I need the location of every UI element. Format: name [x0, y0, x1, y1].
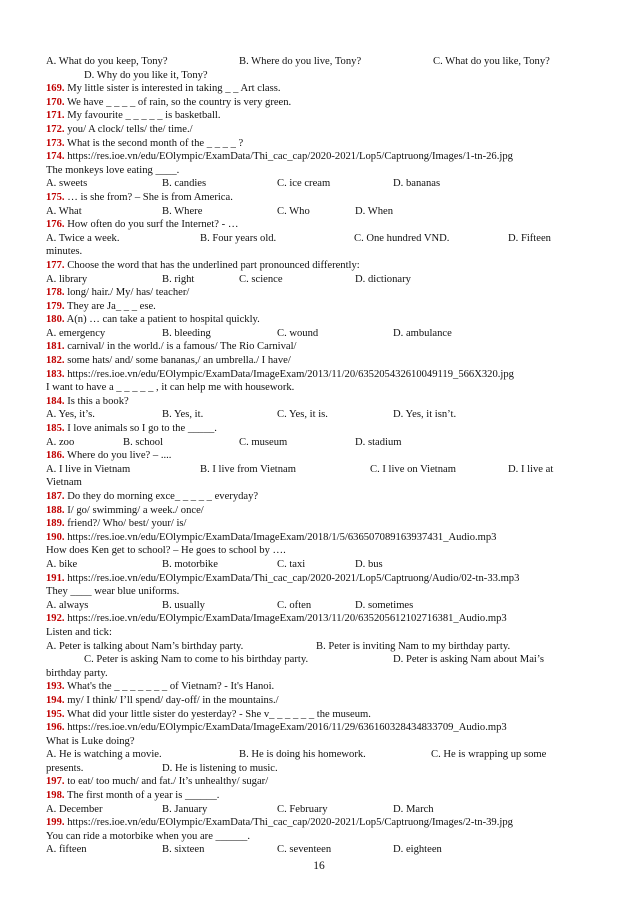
question-number: 195.	[46, 708, 65, 720]
question-number: 196.	[46, 722, 65, 734]
question-line	[46, 286, 594, 300]
answer-choice: C. Who	[277, 205, 310, 217]
answer-choices-row	[46, 55, 594, 69]
answer-choice: B. I live from Vietnam	[200, 463, 296, 475]
continuation-line	[46, 544, 594, 558]
answer-choice: B. candies	[162, 178, 207, 190]
question-text: https://res.ioe.vn/edu/EOlympic/ExamData/ImageExam/2013/11/20/635205432610049119_566X320.jpg	[64, 368, 514, 380]
answer-choice: B. right	[162, 273, 195, 285]
question-number: 174.	[46, 151, 65, 163]
question-line	[46, 109, 594, 123]
answer-choices-row	[46, 748, 594, 762]
answer-choice: A. I live in Vietnam	[46, 463, 131, 475]
question-line	[46, 218, 594, 232]
question-text: What's the _ _ _ _ _ _ _ of Vietnam? - It's Hanoi.	[64, 681, 275, 693]
answer-choice: B. He is doing his homework.	[239, 749, 366, 761]
answer-choice: D. ambulance	[393, 327, 452, 339]
answer-choices-row	[46, 762, 594, 776]
question-line	[46, 259, 594, 273]
question-text: Do they do morning exce_ _ _ _ _ everyday?	[64, 491, 259, 502]
answer-choice: A. Twice a week.	[46, 232, 120, 244]
question-text: Choose the word that has the underlined part pronounced differently:	[64, 259, 360, 271]
answer-choice: D. Peter is asking Nam about Mai’s	[393, 654, 544, 666]
question-number: 181.	[46, 341, 65, 353]
answer-choice: A. bike	[46, 558, 78, 570]
question-line	[46, 490, 594, 504]
question-number: 192.	[46, 613, 65, 625]
answer-choices-row	[46, 232, 594, 246]
answer-choices-row	[46, 599, 594, 613]
answer-choice: B. usually	[162, 599, 205, 611]
question-number: 170.	[46, 96, 65, 108]
question-number: 185.	[46, 423, 65, 435]
question-text: I want to have a _ _ _ _ _ , it can help me with housework.	[46, 382, 295, 394]
question-text: They are Ja_ _ _ ese.	[64, 300, 156, 312]
answer-choice: B. Four years old.	[200, 232, 277, 244]
question-line	[46, 137, 594, 151]
answer-choices-row	[46, 463, 594, 477]
question-line	[46, 708, 594, 722]
question-line	[46, 300, 594, 314]
answer-choice: A. Yes, it’s.	[46, 409, 95, 421]
question-number: 173.	[46, 137, 65, 149]
question-number: 171.	[46, 110, 65, 122]
question-number: 197.	[46, 776, 65, 788]
answer-choice: C. science	[239, 273, 283, 285]
answer-choice: D. eighteen	[393, 844, 442, 856]
continuation-line	[46, 164, 594, 178]
question-text: A(n) … can take a patient to hospital quickly.	[64, 314, 260, 326]
answer-choice: A. fifteen	[46, 844, 87, 856]
answer-choice: A. emergency	[46, 327, 106, 339]
answer-choice: A. What	[46, 205, 82, 217]
answer-choice: D. bananas	[393, 178, 441, 190]
question-number: 186.	[46, 450, 65, 462]
answer-choice: C. February	[277, 803, 328, 815]
question-line	[46, 504, 594, 518]
answer-choice: D. I live at	[508, 463, 554, 475]
question-text: Where do you live? – ....	[64, 450, 172, 462]
question-text: Is this a book?	[64, 395, 129, 407]
question-line	[46, 82, 594, 96]
question-text: The monkeys love eating ____.	[46, 164, 180, 176]
answer-choice: C. One hundred VND.	[354, 232, 450, 244]
answer-choice: A. He is watching a movie.	[46, 749, 162, 761]
question-text: You can ride a motorbike when you are ______.	[46, 830, 250, 842]
question-text: https://res.ioe.vn/edu/EOlympic/ExamData/Thi_cac_cap/2020-2021/Lop5/Captruong/Images/1-tn-26.jpg	[64, 151, 513, 163]
question-number: 189.	[46, 518, 65, 530]
question-text: carnival/ in the world./ is a famous/ The Rio Carnival/	[64, 341, 297, 353]
question-number: 178.	[46, 287, 65, 299]
question-number: 180.	[46, 314, 65, 326]
answer-choice: C. seventeen	[277, 844, 332, 856]
answer-choice: D. When	[355, 205, 394, 217]
answer-choice: C. museum	[239, 436, 288, 448]
question-line	[46, 150, 594, 164]
question-number: 187.	[46, 491, 65, 502]
question-text: https://res.ioe.vn/edu/EOlympic/ExamData/ImageExam/2016/11/29/636160328434833709_Audio.mp3	[64, 722, 507, 734]
question-text: … is she from? – She is from America.	[64, 191, 233, 203]
continuation-line	[46, 476, 594, 490]
answer-choices-row	[46, 653, 594, 667]
question-number: 169.	[46, 83, 65, 95]
question-line	[46, 191, 594, 205]
continuation-line	[46, 585, 594, 599]
answer-choice: C. He is wrapping up some	[431, 749, 547, 761]
answer-choice: A. Peter is talking about Nam’s birthday party.	[46, 640, 244, 652]
answer-choices-row	[46, 640, 594, 654]
answer-choice: C. Yes, it is.	[277, 409, 328, 421]
answer-choice: A. What do you keep, Tony?	[46, 56, 168, 67]
question-text: some hats/ and/ some bananas,/ an umbrella./ I have/	[64, 355, 291, 367]
question-number: 183.	[46, 368, 65, 380]
answer-choice: C. Peter is asking Nam to come to his birthday party.	[84, 654, 309, 666]
question-line	[46, 572, 594, 586]
question-text: What did your little sister do yesterday? - She v_ _ _ _ _ _ the museum.	[64, 708, 371, 720]
answer-choice: C. ice cream	[277, 178, 331, 190]
question-line	[46, 612, 594, 626]
question-text: https://res.ioe.vn/edu/EOlympic/ExamData/ImageExam/2013/11/20/635205612102716381_Audio.mp3	[64, 613, 507, 625]
question-line	[46, 395, 594, 409]
question-number: 175.	[46, 191, 65, 203]
answer-choice: D. Fifteen	[508, 232, 551, 244]
answer-choices-row	[46, 69, 594, 83]
question-text: How does Ken get to school? – He goes to school by ….	[46, 545, 286, 557]
question-line	[46, 775, 594, 789]
answer-choice: D. Why do you like it, Tony?	[84, 69, 208, 81]
question-text: We have _ _ _ _ of rain, so the country is very green.	[64, 96, 292, 108]
question-text: https://res.ioe.vn/edu/EOlympic/ExamData/Thi_cac_cap/2020-2021/Lop5/Captruong/Audio/02-tn-33.mp3	[64, 572, 520, 584]
question-text: The first month of a year is ______.	[64, 790, 220, 802]
answer-choice: presents.	[46, 762, 84, 774]
continuation-line	[46, 626, 594, 640]
question-line	[46, 368, 594, 382]
continuation-line	[46, 667, 594, 681]
question-number: 193.	[46, 681, 65, 693]
question-text: Vietnam	[46, 477, 82, 489]
question-text: I love animals so I go to the _____.	[64, 423, 217, 435]
answer-choice: A. library	[46, 273, 88, 285]
answer-choice: D. He is listening to music.	[162, 762, 278, 774]
question-line	[46, 354, 594, 368]
answer-choice: B. Where	[162, 205, 203, 217]
question-line	[46, 517, 594, 531]
page-number: 16	[313, 860, 325, 872]
answer-choice: B. January	[162, 803, 208, 815]
answer-choice: D. bus	[355, 558, 383, 570]
question-text: https://res.ioe.vn/edu/EOlympic/ExamData/Thi_cac_cap/2020-2021/Lop5/Captruong/Images/2-tn-39.jpg	[64, 817, 513, 829]
question-line	[46, 789, 594, 803]
question-text: Listen and tick:	[46, 626, 112, 638]
question-text: friend?/ Who/ best/ your/ is/	[64, 518, 187, 530]
answer-choices-row	[46, 273, 594, 287]
continuation-line	[46, 830, 594, 844]
question-number: 198.	[46, 790, 65, 802]
question-text: birthday party.	[46, 667, 108, 679]
answer-choices-row	[46, 327, 594, 341]
question-text: What is the second month of the _ _ _ _ ?	[64, 137, 244, 149]
continuation-line	[46, 735, 594, 749]
question-number: 177.	[46, 259, 65, 271]
answer-choice: C. often	[277, 599, 312, 611]
answer-choice: C. wound	[277, 327, 319, 339]
question-text: https://res.ioe.vn/edu/EOlympic/ExamData/ImageExam/2018/1/5/636507089163937431_Audio.mp3	[64, 531, 497, 543]
answer-choice: D. sometimes	[355, 599, 414, 611]
question-text: minutes.	[46, 246, 83, 258]
question-number: 194.	[46, 694, 65, 706]
answer-choice: B. school	[123, 436, 164, 448]
answer-choice: A. sweets	[46, 178, 88, 190]
answer-choices-row	[46, 436, 594, 450]
question-number: 176.	[46, 219, 65, 231]
answer-choice: C. I live on Vietnam	[370, 463, 456, 475]
question-text: My favourite _ _ _ _ _ is basketball.	[64, 110, 221, 122]
answer-choice: A. zoo	[46, 436, 75, 448]
answer-choice: B. Yes, it.	[162, 409, 204, 421]
question-line	[46, 449, 594, 463]
question-number: 188.	[46, 504, 65, 516]
question-text: my/ I think/ I’ll spend/ day-off/ in the mountains./	[64, 694, 279, 706]
question-number: 191.	[46, 572, 65, 584]
answer-choices-row	[46, 177, 594, 191]
answer-choice: D. March	[393, 803, 434, 815]
question-text: How often do you surf the Internet? - …	[64, 219, 239, 231]
answer-choice: B. bleeding	[162, 327, 211, 339]
question-text: My little sister is interested in taking _ _ Art class.	[64, 83, 281, 95]
question-text: you/ A clock/ tells/ the/ time./	[64, 123, 193, 135]
question-line	[46, 340, 594, 354]
answer-choice: C. What do you like, Tony?	[433, 56, 550, 67]
question-text: to eat/ too much/ and fat./ It’s unhealthy/ sugar/	[64, 776, 269, 788]
answer-choices-row	[46, 803, 594, 817]
answer-choices-row	[46, 843, 594, 857]
question-line	[46, 680, 594, 694]
answer-choice: B. Peter is inviting Nam to my birthday party.	[316, 640, 511, 652]
answer-choice: B. sixteen	[162, 844, 205, 856]
question-text: I/ go/ swimming/ a week./ once/	[64, 504, 204, 516]
answer-choice: A. always	[46, 599, 89, 611]
question-line	[46, 694, 594, 708]
question-number: 190.	[46, 531, 65, 543]
question-line	[46, 721, 594, 735]
question-line	[46, 422, 594, 436]
continuation-line	[46, 381, 594, 395]
answer-choices-row	[46, 205, 594, 219]
question-number: 199.	[46, 817, 65, 829]
question-line	[46, 816, 594, 830]
question-number: 184.	[46, 395, 65, 407]
answer-choices-row	[46, 558, 594, 572]
continuation-line	[46, 245, 594, 259]
answer-choice: D. Yes, it isn’t.	[393, 409, 457, 421]
question-number: 172.	[46, 123, 65, 135]
answer-choice: D. dictionary	[355, 273, 411, 285]
answer-choice: C. taxi	[277, 558, 306, 570]
question-line	[46, 96, 594, 110]
question-text: long/ hair./ My/ has/ teacher/	[64, 287, 190, 299]
worksheet-body	[46, 55, 594, 857]
answer-choice: A. December	[46, 803, 103, 815]
answer-choice: B. Where do you live, Tony?	[239, 56, 362, 67]
question-line	[46, 531, 594, 545]
question-number: 182.	[46, 355, 65, 367]
question-line	[46, 123, 594, 137]
answer-choice: D. stadium	[355, 436, 402, 448]
question-text: They ____ wear blue uniforms.	[46, 586, 180, 598]
question-text: What is Luke doing?	[46, 735, 135, 747]
answer-choices-row	[46, 408, 594, 422]
question-line	[46, 313, 594, 327]
question-number: 179.	[46, 300, 65, 312]
answer-choice: B. motorbike	[162, 558, 218, 570]
